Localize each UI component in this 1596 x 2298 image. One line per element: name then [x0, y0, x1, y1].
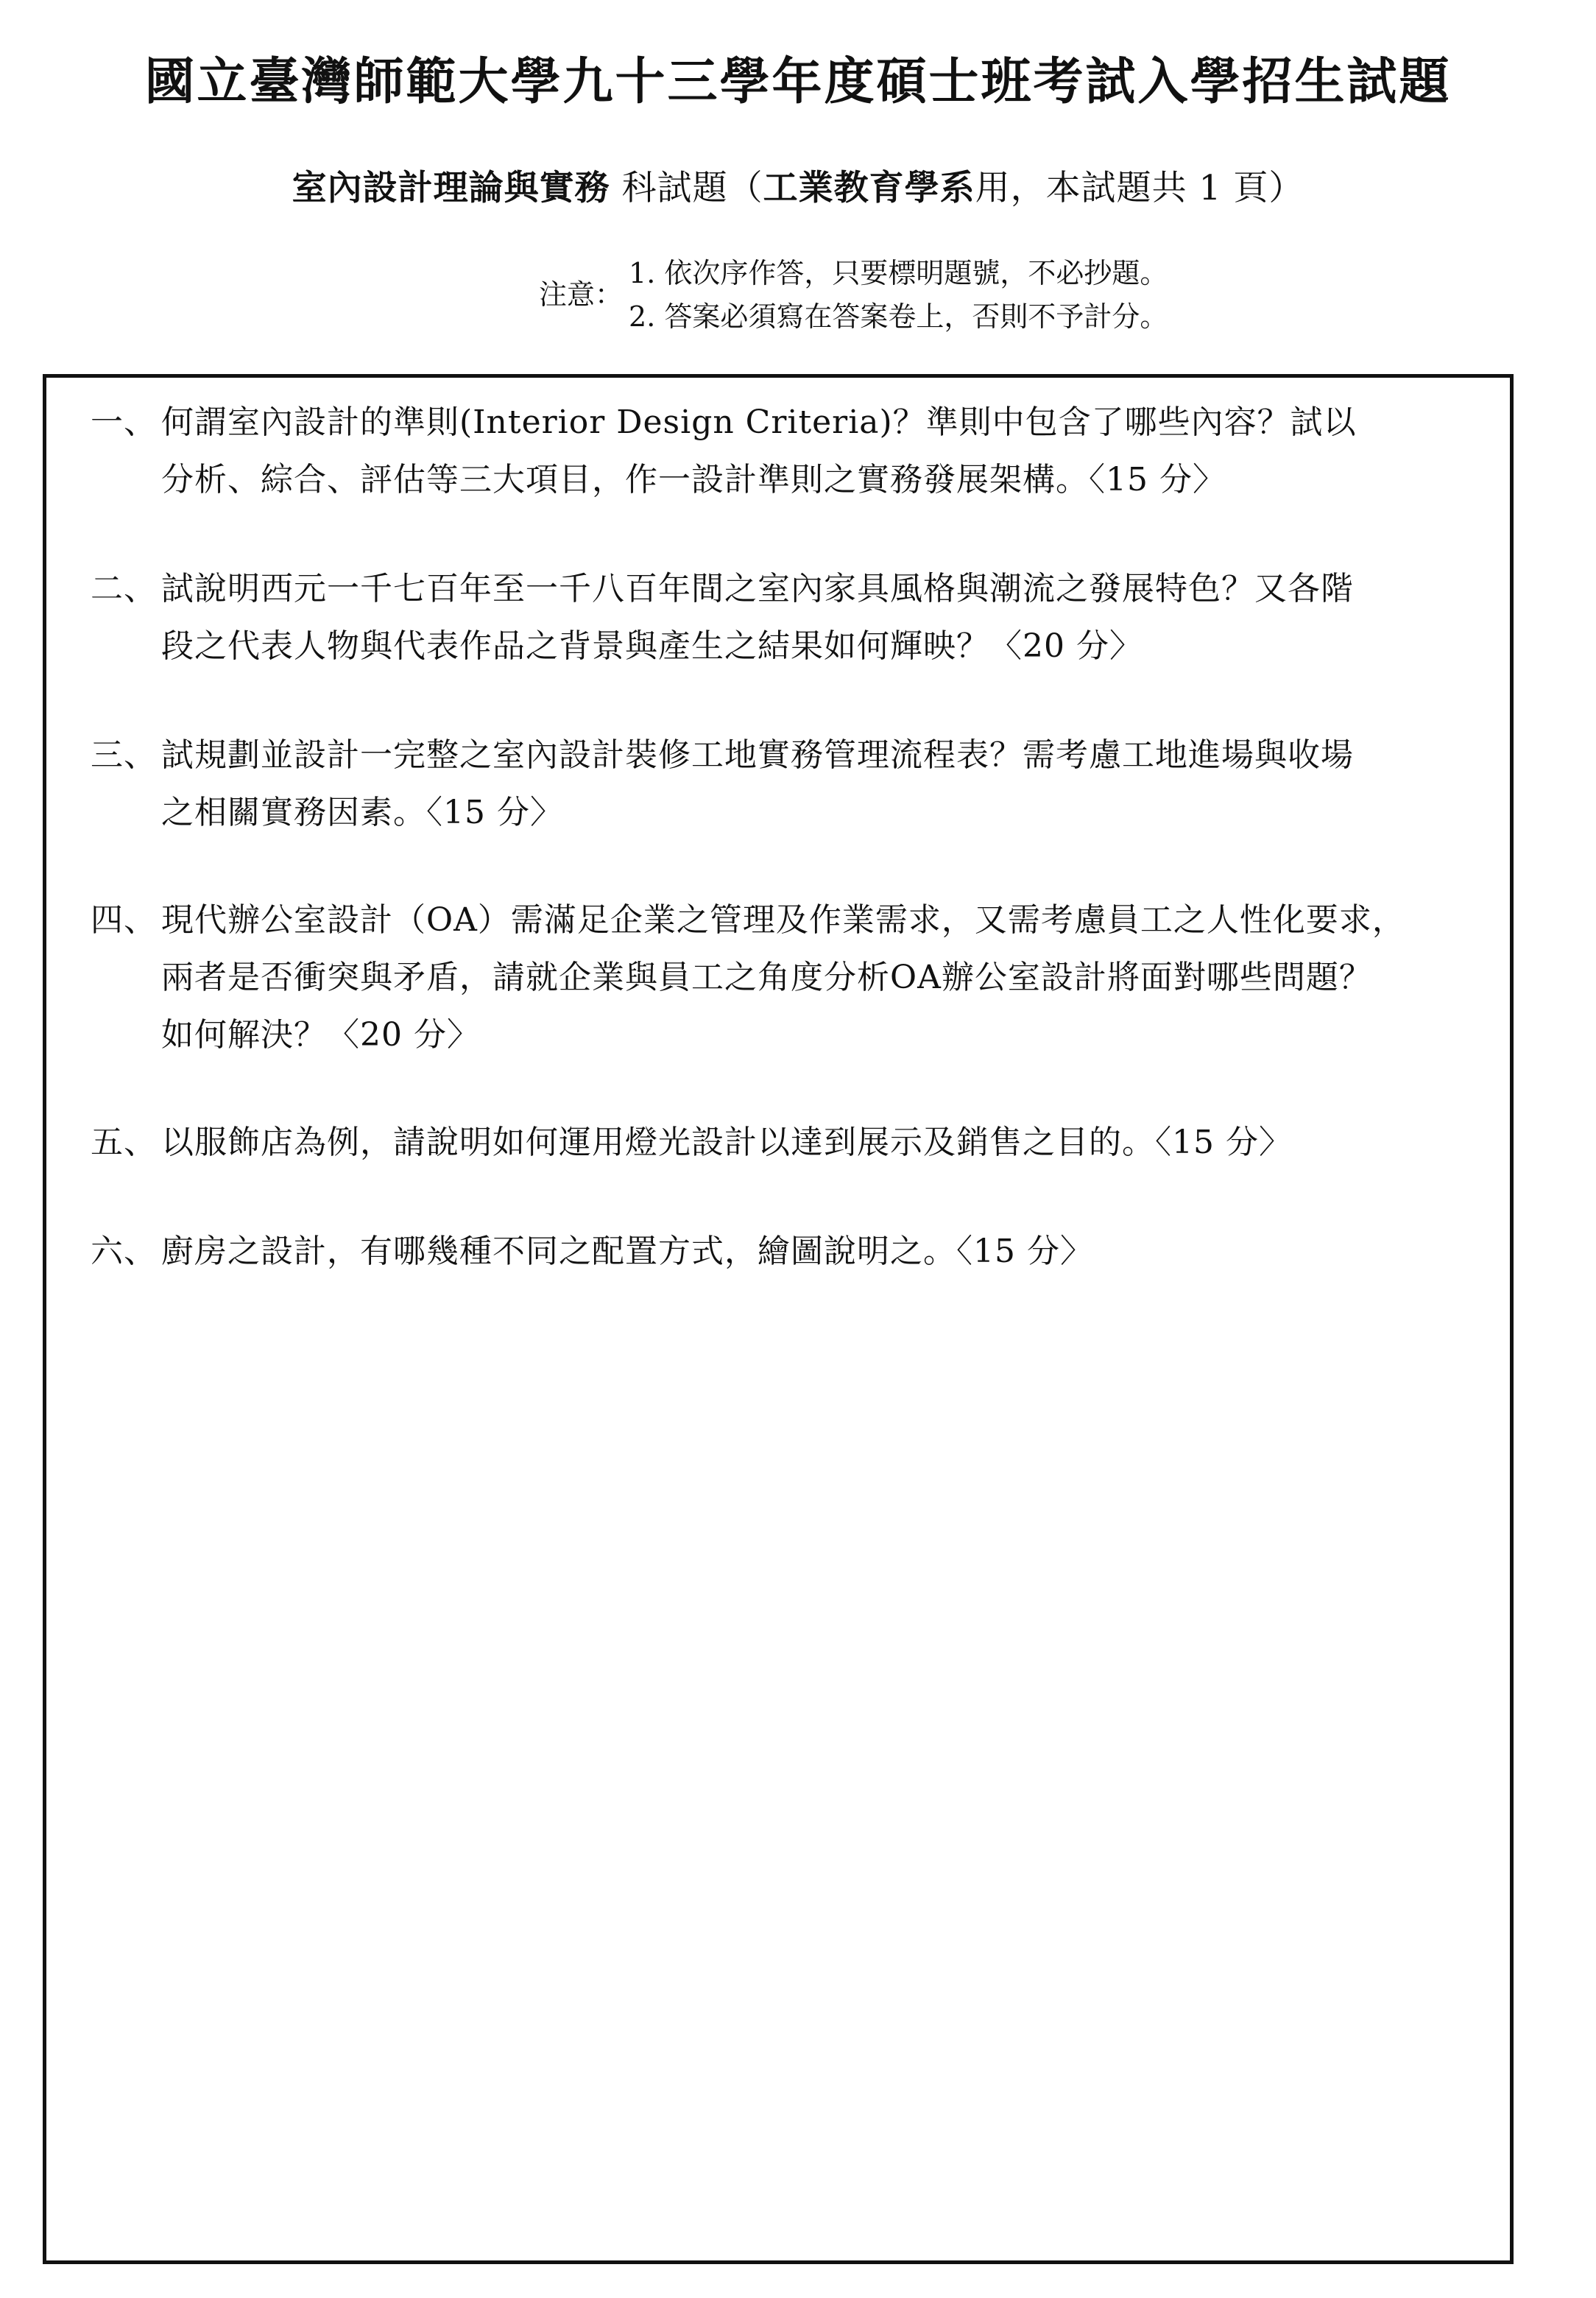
department-suffix: 用，本試題共 1 頁）: [975, 168, 1304, 208]
question-line: 分析、綜合、評估等三大項目，作一設計準則之實務發展架構。〈15 分〉: [161, 461, 1226, 498]
question-number: 四、: [91, 901, 157, 939]
question-1: [91, 394, 1497, 509]
question-line: 廚房之設計，有哪幾種不同之配置方式，繪圖說明之。〈15 分〉: [161, 1233, 1093, 1270]
question-4: [91, 892, 1497, 1064]
question-line: 何謂室內設計的準則(Interior Design Criteria)？準則中包含了哪些內容？試以: [161, 403, 1357, 441]
question-line: 現代辦公室設計（OA）需滿足企業之管理及作業需求，又需考慮員工之人性化要求，: [161, 901, 1405, 939]
notes-label: 注意：: [539, 278, 624, 311]
question-line: 如何解決？〈20 分〉: [161, 1016, 480, 1054]
subject-suffix: 科試題（: [610, 168, 763, 208]
question-line: 以服飾店為例，請說明如何運用燈光設計以達到展示及銷售之目的。〈15 分〉: [161, 1124, 1292, 1161]
question-number: 五、: [91, 1124, 157, 1161]
question-line: 兩者是否衝突與矛盾，請就企業與員工之角度分析OA辦公室設計將面對哪些問題？: [161, 959, 1372, 996]
question-3: [91, 727, 1497, 842]
department-name: 工業教育學系: [763, 168, 975, 208]
question-number: 三、: [91, 736, 157, 774]
question-number: 六、: [91, 1233, 157, 1270]
subject-name: 室內設計理論與實務: [292, 168, 610, 208]
question-6: [91, 1223, 1497, 1280]
question-number: 一、: [91, 403, 157, 441]
question-line: 試規劃並設計一完整之室內設計裝修工地實務管理流程表？需考慮工地進場與收場: [161, 736, 1354, 774]
notes-block: [539, 252, 1168, 339]
notes-list: [629, 252, 1168, 339]
exam-title: 國立臺灣師範大學九十三學年度碩士班考試入學招生試題: [144, 53, 1452, 111]
question-number: 二、: [91, 570, 157, 607]
question-line: 之相關實務因素。〈15 分〉: [161, 794, 563, 831]
note-item: 1. 依次序作答，只要標明題號，不必抄題。: [629, 257, 1168, 289]
question-line: 段之代表人物與代表作品之背景與產生之結果如何輝映？〈20 分〉: [161, 627, 1143, 665]
question-2: [91, 560, 1497, 675]
exam-subtitle: [0, 168, 1596, 208]
note-item: 2. 答案必須寫在答案卷上，否則不予計分。: [629, 300, 1168, 333]
question-line: 試說明西元一千七百年至一千八百年間之室內家具風格與潮流之發展特色？又各階: [161, 570, 1354, 607]
questions-frame: [43, 374, 1514, 2264]
question-5: [91, 1114, 1497, 1171]
